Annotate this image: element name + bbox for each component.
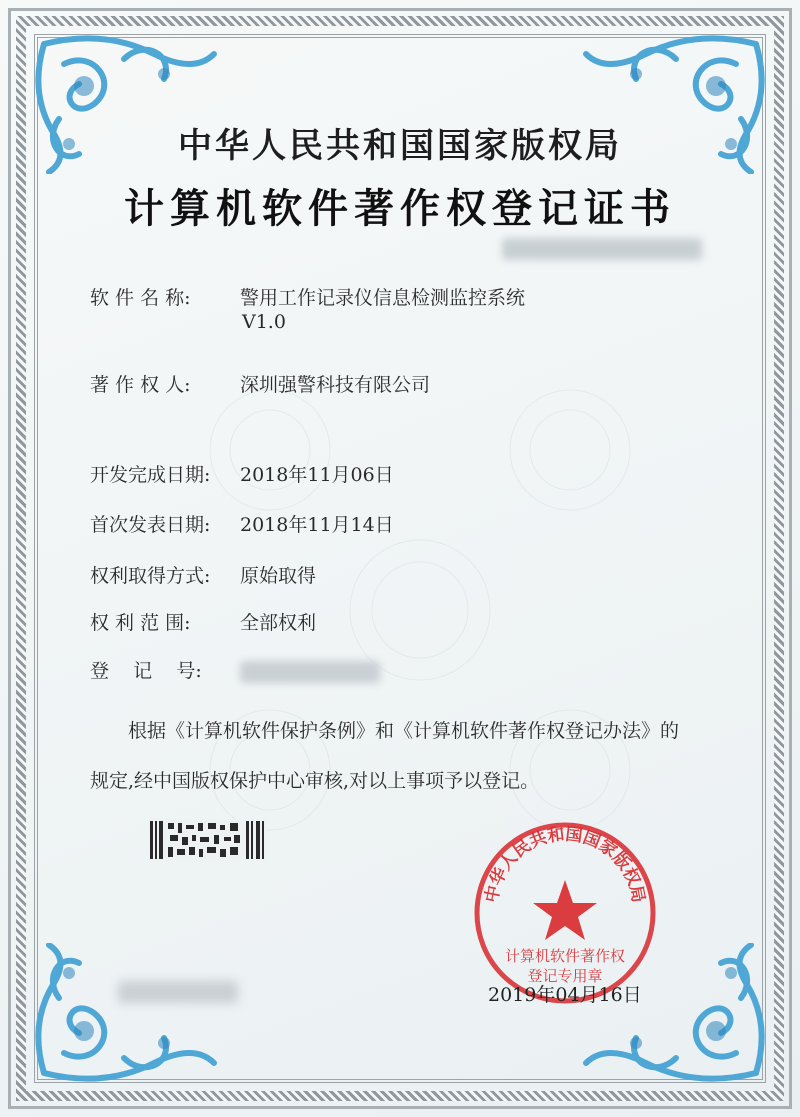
field-label: 首次发表日期: [90, 514, 211, 536]
field-label: 著 作 权 人: [90, 374, 191, 396]
statement-line-2: 规定,经中国版权保护中心审核,对以上事项予以登记。 [90, 770, 540, 792]
field-publication-date [90, 510, 394, 537]
field-label: 软 件 名 称: [90, 287, 191, 309]
seal-text-line-1: 计算机软件著作权 [504, 947, 626, 965]
issuer-title: 中华人民共和国国家版权局 [178, 126, 622, 166]
certificate-title: 计算机软件著作权登记证书 [124, 185, 676, 232]
registration-number-redacted [240, 661, 380, 683]
certificate-number-redacted [502, 238, 702, 260]
seal-text-line-2: 登记专用章 [527, 967, 603, 985]
field-label: 登 记 号: [90, 660, 202, 682]
field-rights-scope [90, 608, 316, 635]
field-value: 全部权利 [240, 612, 317, 634]
statement-line-1: 根据《计算机软件保护条例》和《计算机软件著作权登记办法》的 [128, 720, 680, 742]
field-value: 原始取得 [240, 565, 317, 587]
field-label: 开发完成日期: [90, 464, 211, 486]
field-completion-date [90, 460, 394, 487]
field-label: 权利取得方式: [90, 565, 211, 587]
field-label: 权 利 范 围: [90, 612, 191, 634]
barcode-image [148, 819, 266, 861]
field-copyright-owner [90, 370, 430, 397]
field-value: 警用工作记录仪信息检测监控系统 [240, 287, 526, 309]
seal-ring-text: 中华人民共和国国家版权局 [481, 824, 649, 905]
seal-star-icon [533, 880, 597, 940]
redacted-serial [118, 981, 238, 1003]
field-value: 深圳强警科技有限公司 [240, 374, 431, 396]
field-registration-number [90, 656, 380, 683]
field-software-name [90, 283, 526, 333]
field-acquisition-method [90, 561, 316, 588]
issue-date: 2019年04月16日 [488, 984, 642, 1006]
corner-ornament-bottom-left [24, 943, 224, 1093]
registration-statement [90, 706, 730, 806]
field-value: 2018年11月06日 [240, 464, 394, 486]
field-value-version: V1.0 [242, 311, 286, 333]
field-value: 2018年11月14日 [240, 514, 394, 536]
